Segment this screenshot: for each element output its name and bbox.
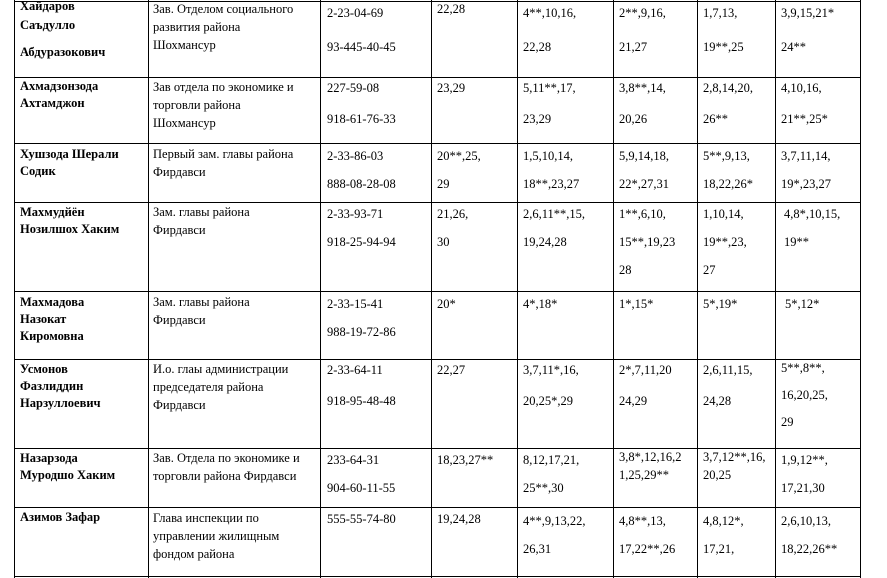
duty-days-col4 bbox=[437, 446, 517, 505]
table-row bbox=[0, 202, 887, 291]
table-row bbox=[0, 143, 887, 202]
duty-days: 4,10,16, bbox=[781, 81, 822, 95]
duty-days-col8 bbox=[781, 73, 851, 139]
position-line: развития района bbox=[153, 20, 241, 34]
duty-days-col4 bbox=[437, 355, 517, 444]
phone-number: 904-60-11-55 bbox=[327, 481, 396, 495]
employee-name bbox=[20, 450, 146, 509]
duty-days-col5 bbox=[523, 0, 613, 73]
job-position bbox=[153, 0, 317, 77]
duty-days: 5*,12* bbox=[785, 297, 820, 311]
duty-days: 15**,19,23 bbox=[619, 235, 676, 249]
duty-days: 21,27 bbox=[619, 40, 648, 54]
duty-days: 19,24,28 bbox=[437, 512, 481, 526]
job-position bbox=[153, 360, 317, 449]
name-line: Махмадова bbox=[20, 295, 85, 309]
position-line: Шохмансур bbox=[153, 38, 216, 52]
duty-days: 21,26, bbox=[437, 207, 469, 221]
duty-days-col6 bbox=[619, 507, 697, 576]
duty-days-col8 bbox=[785, 290, 855, 358]
phone-numbers bbox=[327, 446, 427, 505]
phone-numbers bbox=[327, 507, 427, 576]
employee-name bbox=[20, 294, 146, 362]
phone-number: 918-95-48-48 bbox=[327, 394, 396, 408]
position-line: Фирдавси bbox=[153, 398, 206, 412]
duty-days: 23,29 bbox=[437, 81, 466, 95]
duty-days-col7 bbox=[703, 73, 777, 139]
phone-number: 233-64-31 bbox=[327, 453, 380, 467]
position-line: Зам. главы района bbox=[153, 295, 250, 309]
name-line: Азимов Зафар bbox=[20, 510, 101, 524]
duty-days: 5*,19* bbox=[703, 297, 738, 311]
duty-days: 18,22,26* bbox=[703, 177, 753, 191]
duty-days: 20,25 bbox=[703, 468, 732, 482]
duty-days-col5 bbox=[523, 355, 613, 444]
duty-days: 22,28 bbox=[437, 2, 466, 16]
duty-days: 19**,25 bbox=[703, 40, 744, 54]
duty-days: 17,22**,26 bbox=[619, 542, 676, 556]
duty-days: 1,9,12**, bbox=[781, 453, 828, 467]
duty-days: 17,21, bbox=[703, 542, 735, 556]
duty-days: 23,29 bbox=[523, 112, 552, 126]
duty-days-col7 bbox=[703, 448, 777, 507]
duty-days: 26,31 bbox=[523, 542, 552, 556]
duty-days: 4,8*,10,15, bbox=[784, 207, 841, 221]
duty-days: 18**,23,27 bbox=[523, 177, 580, 191]
table-row bbox=[0, 359, 887, 448]
duty-days-col8 bbox=[781, 142, 851, 201]
duty-days: 22,27 bbox=[437, 363, 466, 377]
duty-days: 24,28 bbox=[703, 394, 732, 408]
duty-days-col6 bbox=[619, 142, 697, 201]
duty-days: 24** bbox=[781, 40, 806, 54]
duty-days-col5 bbox=[523, 142, 613, 201]
duty-days: 4,8**,13, bbox=[619, 514, 666, 528]
phone-number: 555-55-74-80 bbox=[327, 512, 396, 526]
duty-days-col5 bbox=[523, 446, 613, 505]
duty-days: 28 bbox=[619, 263, 632, 277]
job-position bbox=[153, 509, 317, 578]
duty-days: 2,6,10,13, bbox=[781, 514, 831, 528]
position-line: торговли района bbox=[153, 98, 241, 112]
duty-days: 8,12,17,21, bbox=[523, 453, 580, 467]
duty-days-col5 bbox=[523, 73, 613, 139]
duty-days: 16,20,25, bbox=[781, 388, 828, 402]
phone-number: 93-445-40-45 bbox=[327, 40, 396, 54]
phone-numbers bbox=[327, 200, 427, 289]
duty-days: 19** bbox=[784, 235, 809, 249]
name-line: Назарзода bbox=[20, 451, 78, 465]
position-line: фондом района bbox=[153, 547, 235, 561]
duty-days: 30 bbox=[437, 235, 450, 249]
name-line: Ахмадзонзода bbox=[20, 79, 99, 93]
duty-days-col7 bbox=[703, 290, 777, 358]
name-line: Ахтамджон bbox=[20, 96, 85, 110]
duty-days: 5,9,14,18, bbox=[619, 149, 669, 163]
duty-days: 20* bbox=[437, 297, 456, 311]
duty-days: 4**,9,13,22, bbox=[523, 514, 586, 528]
duty-days: 3,7,12**,16, bbox=[703, 450, 766, 464]
duty-days-col6 bbox=[619, 200, 697, 289]
duty-days: 4,8,12*, bbox=[703, 514, 744, 528]
duty-days-col4 bbox=[437, 73, 517, 139]
job-position bbox=[153, 293, 317, 361]
name-line: Хайдаров bbox=[20, 0, 75, 13]
duty-days-col8 bbox=[784, 200, 854, 289]
position-line: Фирдавси bbox=[153, 313, 206, 327]
duty-days: 20**,25, bbox=[437, 149, 481, 163]
duty-days-col6 bbox=[619, 0, 697, 73]
name-line: Киромовна bbox=[20, 329, 84, 343]
duty-days: 20,25*,29 bbox=[523, 394, 573, 408]
duty-days-col8 bbox=[781, 507, 851, 576]
employee-name bbox=[20, 146, 146, 205]
position-line: управлении жилищным bbox=[153, 529, 280, 543]
duty-days-col6 bbox=[619, 73, 697, 139]
duty-days: 20,26 bbox=[619, 112, 648, 126]
position-line: Фирдавси bbox=[153, 165, 206, 179]
duty-days-col8 bbox=[781, 355, 851, 444]
duty-days: 2,6,11**,15, bbox=[523, 207, 586, 221]
duty-days-col5 bbox=[523, 290, 613, 358]
job-position bbox=[153, 449, 317, 508]
phone-number: 918-61-76-33 bbox=[327, 112, 396, 126]
duty-days: 5**,8**, bbox=[781, 361, 825, 375]
duty-days: 1**,6,10, bbox=[619, 207, 666, 221]
table-row bbox=[0, 507, 887, 576]
phone-number: 227-59-08 bbox=[327, 81, 380, 95]
position-line: Зав отдела по экономике и bbox=[153, 80, 294, 94]
position-line: Первый зам. главы района bbox=[153, 147, 294, 161]
position-line: Зав. Отдела по экономике и bbox=[153, 451, 300, 465]
phone-number: 2-23-04-69 bbox=[327, 6, 384, 20]
duty-days: 19**,23, bbox=[703, 235, 747, 249]
phone-number: 2-33-15-41 bbox=[327, 297, 384, 311]
duty-days-col5 bbox=[523, 507, 613, 576]
duty-days: 25**,30 bbox=[523, 481, 564, 495]
duty-days: 3,8**,14, bbox=[619, 81, 666, 95]
duty-days: 3,8*,12,16,2 bbox=[619, 450, 682, 464]
duty-days-col7 bbox=[703, 142, 777, 201]
position-line: торговли района Фирдавси bbox=[153, 469, 297, 483]
duty-days: 26** bbox=[703, 112, 728, 126]
duty-days: 21**,25* bbox=[781, 112, 828, 126]
position-line: Глава инспекции по bbox=[153, 511, 259, 525]
duty-days-col4 bbox=[437, 0, 517, 73]
phone-number: 988-19-72-86 bbox=[327, 325, 396, 339]
duty-days: 2**,9,16, bbox=[619, 6, 666, 20]
duty-days: 19*,23,27 bbox=[781, 177, 831, 191]
duty-days: 2,8,14,20, bbox=[703, 81, 753, 95]
duty-days: 3,7,11,14, bbox=[781, 149, 831, 163]
name-line: Назокат bbox=[20, 312, 67, 326]
duty-days-col4 bbox=[437, 142, 517, 201]
job-position bbox=[153, 203, 317, 292]
phone-number: 888-08-28-08 bbox=[327, 177, 396, 191]
table-row bbox=[0, 291, 887, 359]
duty-days: 18,22,26** bbox=[781, 542, 838, 556]
duty-days: 29 bbox=[437, 177, 450, 191]
duty-days-col6 bbox=[619, 290, 697, 358]
duty-days: 2*,7,11,20 bbox=[619, 363, 672, 377]
phone-numbers bbox=[327, 290, 427, 358]
duty-days: 1,7,13, bbox=[703, 6, 738, 20]
table-row bbox=[0, 448, 887, 507]
duty-days-col7 bbox=[703, 200, 777, 289]
employee-name bbox=[20, 0, 146, 75]
name-line: Махмудйён bbox=[20, 205, 85, 219]
name-line: Фазлиддин bbox=[20, 379, 84, 393]
name-line: Абдуразокович bbox=[20, 45, 106, 59]
table-row bbox=[0, 77, 887, 143]
name-line: Муродшо Хаким bbox=[20, 468, 116, 482]
name-line: Нарзуллоевич bbox=[20, 396, 101, 410]
duty-days-col6 bbox=[619, 355, 697, 444]
job-position bbox=[153, 78, 317, 144]
duty-days: 19,24,28 bbox=[523, 235, 567, 249]
employee-name bbox=[20, 78, 146, 144]
position-line: Зам. главы района bbox=[153, 205, 250, 219]
duty-days: 3,9,15,21* bbox=[781, 6, 835, 20]
duty-days: 2,6,11,15, bbox=[703, 363, 753, 377]
name-line: Хушзода Шерали bbox=[20, 147, 119, 161]
position-line: председателя района bbox=[153, 380, 264, 394]
name-line: Усмонов bbox=[20, 362, 68, 376]
duty-days: 17,21,30 bbox=[781, 481, 825, 495]
name-line: Нозилшох Хаким bbox=[20, 222, 120, 236]
duty-days: 18,23,27** bbox=[437, 453, 494, 467]
employee-name bbox=[20, 204, 146, 293]
duty-days-col5 bbox=[523, 200, 613, 289]
duty-days: 5**,9,13, bbox=[703, 149, 750, 163]
phone-numbers bbox=[327, 355, 427, 444]
phone-number: 2-33-93-71 bbox=[327, 207, 384, 221]
phone-numbers bbox=[327, 142, 427, 201]
duty-days: 1,5,10,14, bbox=[523, 149, 573, 163]
duty-days: 5,11**,17, bbox=[523, 81, 576, 95]
position-line: Фирдавси bbox=[153, 223, 206, 237]
phone-numbers bbox=[327, 0, 427, 73]
phone-number: 2-33-64-11 bbox=[327, 363, 383, 377]
duty-days: 22,28 bbox=[523, 40, 552, 54]
phone-number: 918-25-94-94 bbox=[327, 235, 396, 249]
position-line: Зав. Отделом социального bbox=[153, 2, 294, 16]
duty-days: 4*,18* bbox=[523, 297, 558, 311]
duty-days-col4 bbox=[437, 507, 517, 576]
phone-numbers bbox=[327, 73, 427, 139]
duty-days-col7 bbox=[703, 0, 777, 73]
duty-days: 3,7,11*,16, bbox=[523, 363, 579, 377]
duty-days-col6 bbox=[619, 448, 697, 507]
duty-days: 4**,10,16, bbox=[523, 6, 577, 20]
name-line: Содик bbox=[20, 164, 56, 178]
position-line: Шохмансур bbox=[153, 116, 216, 130]
duty-days-col8 bbox=[781, 446, 851, 505]
duty-days: 27 bbox=[703, 263, 716, 277]
phone-number: 2-33-86-03 bbox=[327, 149, 384, 163]
job-position bbox=[153, 145, 317, 204]
employee-name bbox=[20, 361, 146, 450]
duty-days-col7 bbox=[703, 507, 777, 576]
duty-days: 22*,27,31 bbox=[619, 177, 669, 191]
name-line: Саъдулло bbox=[20, 18, 76, 32]
duty-days: 1,25,29** bbox=[619, 468, 669, 482]
duty-days-col8 bbox=[781, 0, 851, 73]
duty-days: 1*,15* bbox=[619, 297, 654, 311]
duty-days-col4 bbox=[437, 290, 517, 358]
position-line: И.о. глаы администрации bbox=[153, 362, 289, 376]
duty-days-col4 bbox=[437, 200, 517, 289]
table-row bbox=[0, 0, 887, 77]
duty-days: 24,29 bbox=[619, 394, 648, 408]
duty-days: 29 bbox=[781, 415, 794, 429]
duty-days-col7 bbox=[703, 355, 777, 444]
employee-name bbox=[20, 509, 146, 578]
duty-days: 1,10,14, bbox=[703, 207, 744, 221]
